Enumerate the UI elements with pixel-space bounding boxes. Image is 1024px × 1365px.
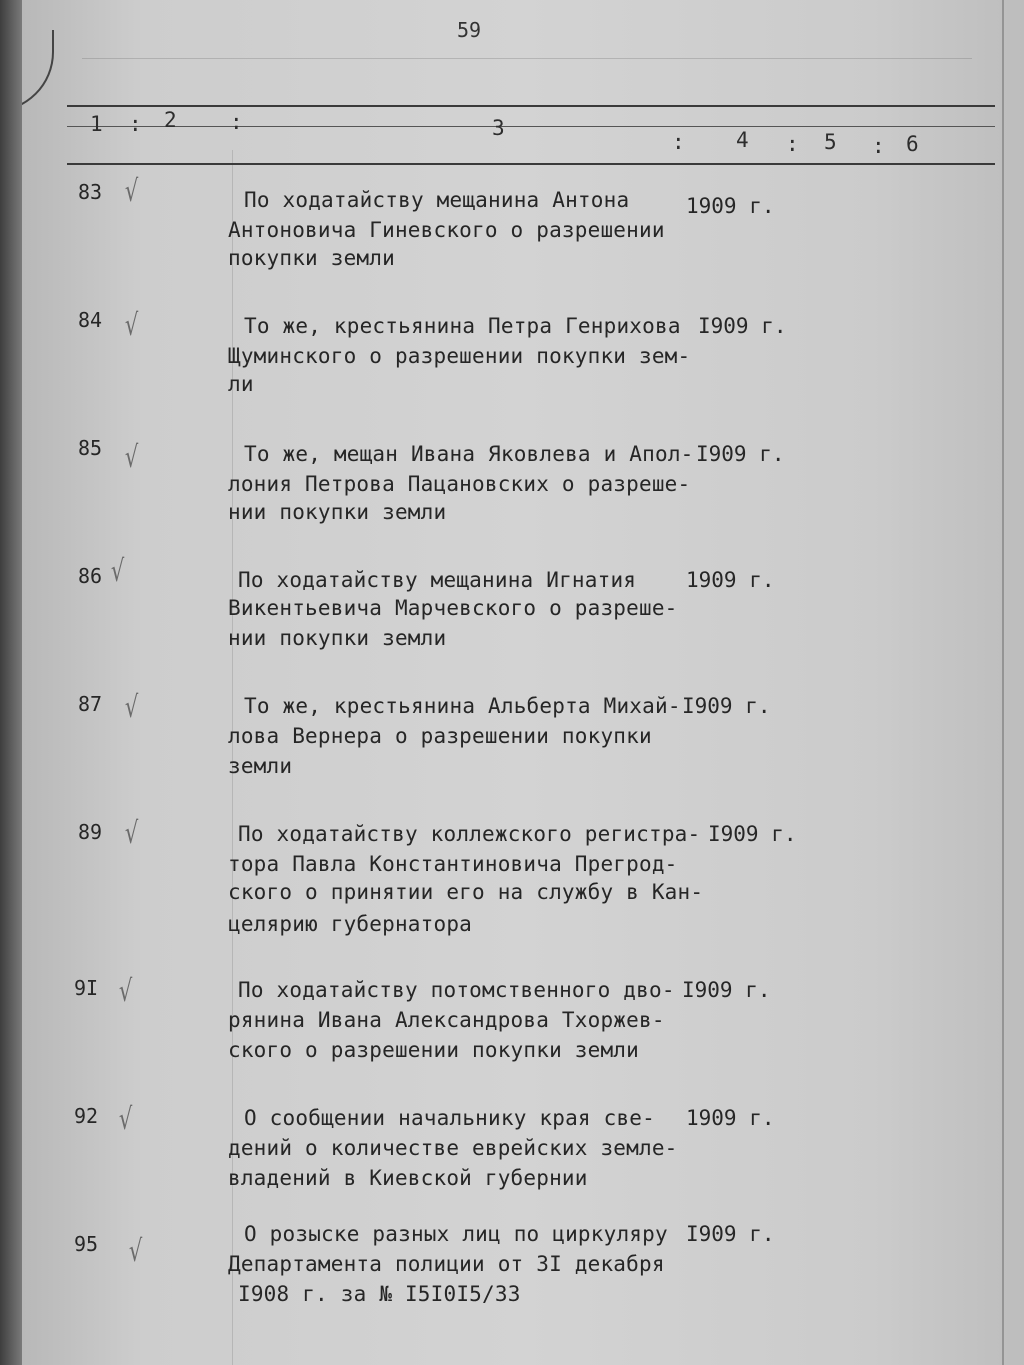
column-number-row: [22, 104, 1024, 164]
column-separator: :: [872, 134, 885, 158]
entry-number: 89: [78, 820, 103, 844]
entry-text-line: нии покупки земли: [228, 500, 447, 524]
entry-text-line: покупки земли: [228, 246, 395, 270]
entry-text-line: ского о разрешении покупки земли: [228, 1038, 639, 1062]
entry-text-line: По ходатайству мещанина Антона: [244, 188, 630, 212]
entry-text-line: владений в Киевской губернии: [228, 1166, 588, 1190]
column-number: 6: [906, 132, 919, 156]
entry-text-line: лова Вернера о разрешении покупки: [228, 724, 652, 748]
entry-text-line: По ходатайству коллежского регистра-: [238, 822, 701, 846]
entry-number: 92: [74, 1104, 99, 1128]
entry-text-line: Викентьевича Марчевского о разреше-: [228, 596, 678, 620]
column-number: 3: [492, 116, 505, 140]
entry-year: 1909 г.: [686, 568, 775, 592]
entry-number: 84: [78, 308, 103, 332]
entry-text-line: тора Павла Константиновича Прегрод-: [228, 852, 678, 876]
entry-text-line: целярию губернатора: [228, 912, 473, 936]
entry-number: 95: [74, 1232, 99, 1256]
column-separator: :: [672, 130, 685, 154]
entry-text-line: Антоновича Гиневского о разрешении: [228, 218, 665, 242]
entry-number: 83: [78, 180, 103, 204]
left-binding-edge: [0, 0, 22, 1365]
entry-year: I909 г.: [686, 1222, 775, 1246]
entry-text-line: О розыске разных лиц по циркуляру: [244, 1222, 668, 1246]
entry-year: I909 г.: [698, 314, 787, 338]
column-number: 5: [824, 130, 837, 154]
column-separator: :: [786, 132, 799, 156]
entry-text-line: Щуминского о разрешении покупки зем-: [228, 344, 691, 368]
check-mark: √: [118, 1102, 133, 1137]
column-separator: :: [129, 112, 142, 136]
check-mark: √: [124, 174, 139, 209]
column-separator: :: [230, 110, 243, 134]
entry-year: I909 г.: [682, 978, 771, 1002]
column-number: 4: [736, 128, 749, 152]
entry-number: 85: [78, 436, 103, 460]
entry-year: I909 г.: [696, 442, 785, 466]
entry-text-line: земли: [228, 754, 293, 778]
entry-text-line: ли: [228, 372, 254, 396]
page-fold-line: [1002, 0, 1004, 1365]
entry-text-line: По ходатайству мещанина Игнатия: [238, 568, 637, 592]
entry-text-line: нии покупки земли: [228, 626, 447, 650]
entry-number: 9I: [74, 976, 99, 1000]
entry-number: 87: [78, 692, 103, 716]
entry-number: 86: [78, 564, 103, 588]
entry-text-line: То же, мещан Ивана Яковлева и Апол-: [244, 442, 694, 466]
entry-year: 1909 г.: [686, 194, 775, 218]
document-page: [22, 0, 1024, 1365]
entry-text-line: ского о принятии его на службу в Кан-: [228, 880, 704, 904]
check-mark: √: [124, 690, 139, 725]
entry-year: I909 г.: [682, 694, 771, 718]
entry-year: I909 г.: [708, 822, 797, 846]
corner-stamp-arc: [22, 30, 54, 112]
entry-text-line: лония Петрова Пацановских о разреше-: [228, 472, 691, 496]
entry-text-line: По ходатайству потомственного дво-: [238, 978, 675, 1002]
entry-text-line: дений о количестве еврейских земле-: [228, 1136, 678, 1160]
faint-table-header: [82, 58, 972, 101]
entry-text-line: Департамента полиции от 3I декабря: [228, 1252, 665, 1276]
entry-text-line: рянина Ивана Александрова Тхоржев-: [228, 1008, 665, 1032]
entry-text-line: То же, крестьянина Петра Генрихова: [244, 314, 681, 338]
check-mark: √: [110, 554, 125, 589]
entry-text-line: I908 г. за № I5I0I5/33: [238, 1282, 521, 1306]
column-number: 2: [164, 108, 177, 132]
check-mark: √: [128, 1234, 143, 1269]
entry-year: 1909 г.: [686, 1106, 775, 1130]
check-mark: √: [124, 440, 139, 475]
column-number: 1: [90, 112, 103, 136]
check-mark: √: [124, 816, 139, 851]
check-mark: √: [118, 974, 133, 1009]
entry-text-line: То же, крестьянина Альберта Михай-: [244, 694, 681, 718]
entry-text-line: О сообщении начальнику края све-: [244, 1106, 655, 1130]
page-number: 59: [457, 18, 482, 42]
check-mark: √: [124, 308, 139, 343]
